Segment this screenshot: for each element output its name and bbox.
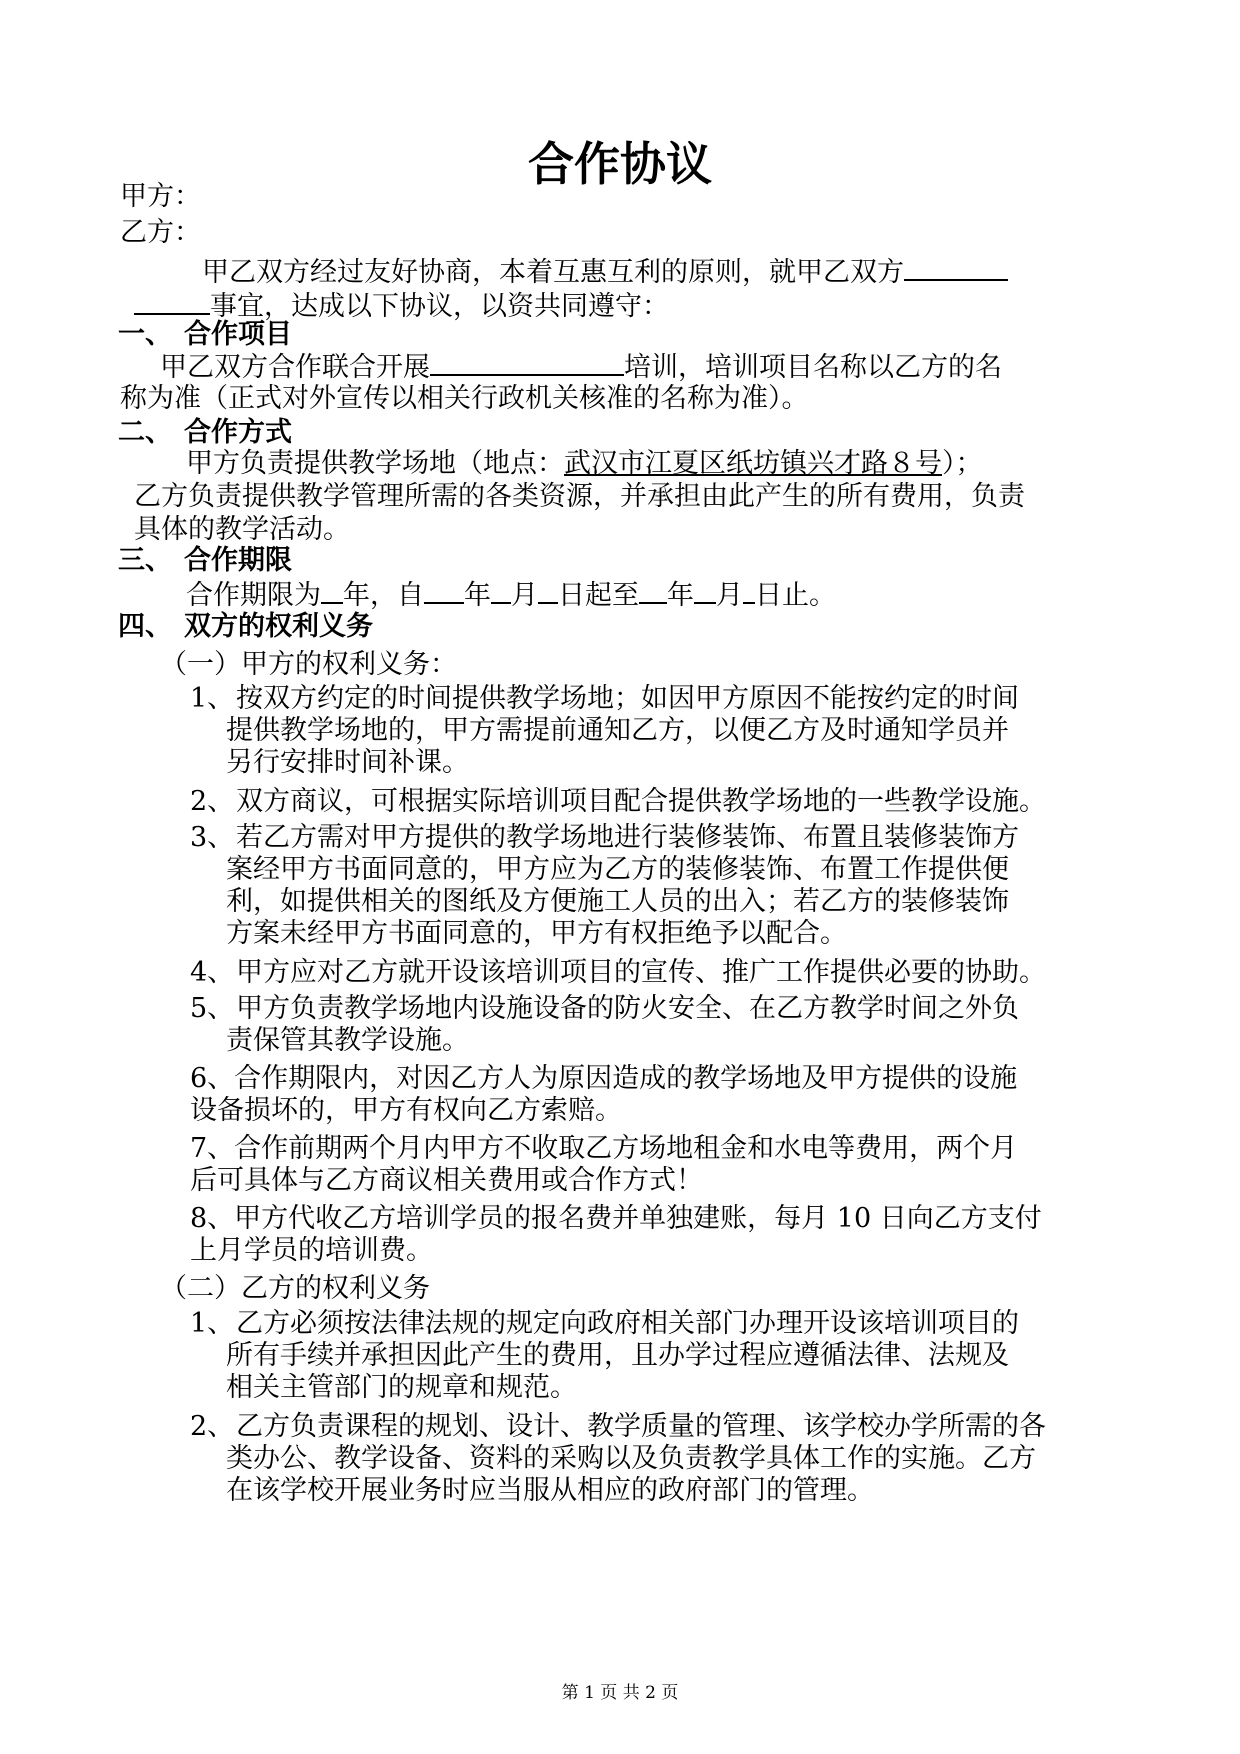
section-4-title: 双方的权利义务 — [184, 611, 373, 642]
term-text-3: 年 — [464, 580, 491, 611]
term-years-blank — [321, 574, 343, 604]
item-line: 按双方约定的时间提供教学场地；如因甲方原因不能按约定的时间 — [236, 683, 1019, 714]
party-a-item-1-line-2: 提供教学场地的，甲方需提前通知乙方，以便乙方及时通知学员并 — [226, 715, 1009, 746]
party-b-item-2-line-2: 类办公、教学设备、资料的采购以及负责教学具体工作的实施。乙方 — [226, 1443, 1036, 1474]
term-text-1: 合作期限为 — [186, 580, 321, 611]
section-2-line-3: 具体的教学活动。 — [134, 514, 350, 545]
item-number: 5、 — [190, 993, 235, 1024]
section-2-text-pre: 甲方负责提供教学场地（地点： — [186, 448, 564, 479]
party-a-item-4 — [190, 954, 1046, 992]
item-line: 双方商议，可根据实际培训项目配合提供教学场地的一些教学设施。 — [236, 786, 1046, 817]
party-b-item-1-line-3: 相关主管部门的规章和规范。 — [226, 1372, 577, 1403]
term-text-5: 日起至 — [558, 580, 639, 611]
project-blank — [430, 346, 624, 376]
section-2-number: 二、 — [118, 417, 172, 448]
item-number: 4、 — [190, 957, 235, 988]
section-1-number: 一、 — [118, 319, 172, 350]
item-line: 乙方负责课程的规划、设计、教学质量的管理、该学校办学所需的各 — [236, 1411, 1046, 1442]
section-1-title: 合作项目 — [184, 319, 292, 350]
term-text-7: 月 — [716, 580, 743, 611]
party-a-item-5-line-2: 责保管其教学设施。 — [226, 1025, 469, 1056]
section-1-text-post: 培训，培训项目名称以乙方的名 — [624, 352, 1002, 383]
party-a-item-3-line-2: 案经甲方书面同意的，甲方应为乙方的装修装饰、布置工作提供便 — [226, 854, 1009, 885]
term-text-4: 月 — [511, 580, 538, 611]
end-year-blank — [639, 574, 667, 604]
item-line: 若乙方需对甲方提供的教学场地进行装修装饰、布置且装修装饰方 — [236, 822, 1019, 853]
section-1-text-pre: 甲乙双方合作联合开展 — [160, 352, 430, 383]
end-day-blank — [743, 574, 755, 604]
end-month-blank — [694, 574, 716, 604]
party-a-item-2 — [190, 783, 1046, 821]
start-day-blank — [538, 574, 558, 604]
party-a-item-1-line-3: 另行安排时间补课。 — [226, 747, 469, 778]
item-line: 乙方必须按法律法规的规定向政府相关部门办理开设该培训项目的 — [236, 1308, 1019, 1339]
party-a-item-8: 8、甲方代收乙方培训学员的报名费并单独建账，每月 10 日向乙方支付 — [190, 1203, 1042, 1234]
party-b-item-2-line-3: 在该学校开展业务时应当服从相应的政府部门的管理。 — [226, 1475, 874, 1506]
intro-text-2: 事宜，达成以下协议，以资共同遵守： — [210, 291, 669, 322]
section-1-line-2: 称为准（正式对外宣传以相关行政机关核准的名称为准）。 — [120, 383, 809, 414]
item-number: 2、 — [190, 786, 235, 817]
item-line: 甲方负责教学场地内设施设备的防火安全、在乙方教学时间之外负 — [236, 993, 1019, 1024]
party-a-duties-heading: （一）甲方的权利义务： — [160, 649, 457, 680]
section-2-title: 合作方式 — [184, 417, 292, 448]
section-2-line-2: 乙方负责提供教学管理所需的各类资源，并承担由此产生的所有费用，负责 — [134, 481, 1025, 512]
party-a-item-8-line-2: 上月学员的培训费。 — [190, 1235, 433, 1266]
section-4-number: 四、 — [118, 611, 172, 642]
party-a-item-6-line-2: 设备损坏的，甲方有权向乙方索赔。 — [190, 1095, 622, 1126]
party-a-item-6: 6、合作期限内，对因乙方人为原因造成的教学场地及甲方提供的设施 — [190, 1063, 1018, 1094]
party-a-label: 甲方： — [120, 181, 201, 212]
term-text-6: 年 — [667, 580, 694, 611]
party-a-item-7-line-2: 后可具体与乙方商议相关费用或合作方式！ — [190, 1165, 703, 1196]
party-a-item-3-line-4: 方案未经甲方书面同意的，甲方有权拒绝予以配合。 — [226, 918, 847, 949]
page-footer: 第 1 页 共 2 页 — [561, 1683, 679, 1703]
term-text-2: 年，自 — [343, 580, 424, 611]
party-a-item-7: 7、合作前期两个月内甲方不收取乙方场地租金和水电等费用，两个月 — [190, 1133, 1018, 1164]
item-line: 甲方应对乙方就开设该培训项目的宣传、推广工作提供必要的协助。 — [236, 957, 1046, 988]
venue-address: 武汉市江夏区纸坊镇兴才路８号 — [564, 448, 942, 479]
page-title: 合作协议 — [528, 137, 712, 191]
section-3-title: 合作期限 — [184, 545, 292, 576]
intro-blank-2 — [134, 285, 210, 315]
item-number: 3、 — [190, 822, 235, 853]
item-number: 1、 — [190, 683, 235, 714]
section-3-number: 三、 — [118, 545, 172, 576]
start-year-blank — [424, 574, 464, 604]
intro-text-1: 甲乙双方经过友好协商，本着互惠互利的原则，就甲乙双方 — [202, 257, 904, 288]
party-b-label: 乙方： — [120, 217, 201, 248]
intro-blank-1 — [904, 251, 1008, 281]
item-number: 2、 — [190, 1411, 235, 1442]
item-number: 1、 — [190, 1308, 235, 1339]
term-text-8: 日止。 — [755, 580, 836, 611]
start-month-blank — [491, 574, 511, 604]
section-4-heading — [118, 608, 373, 646]
party-b-item-1-line-2: 所有手续并承担因此产生的费用，且办学过程应遵循法律、法规及 — [226, 1340, 1009, 1371]
party-a-item-3-line-3: 利，如提供相关的图纸及方便施工人员的出入；若乙方的装修装饰 — [226, 886, 1009, 917]
section-2-text-post: ）； — [942, 448, 983, 479]
party-b-duties-heading: （二）乙方的权利义务 — [160, 1273, 430, 1304]
